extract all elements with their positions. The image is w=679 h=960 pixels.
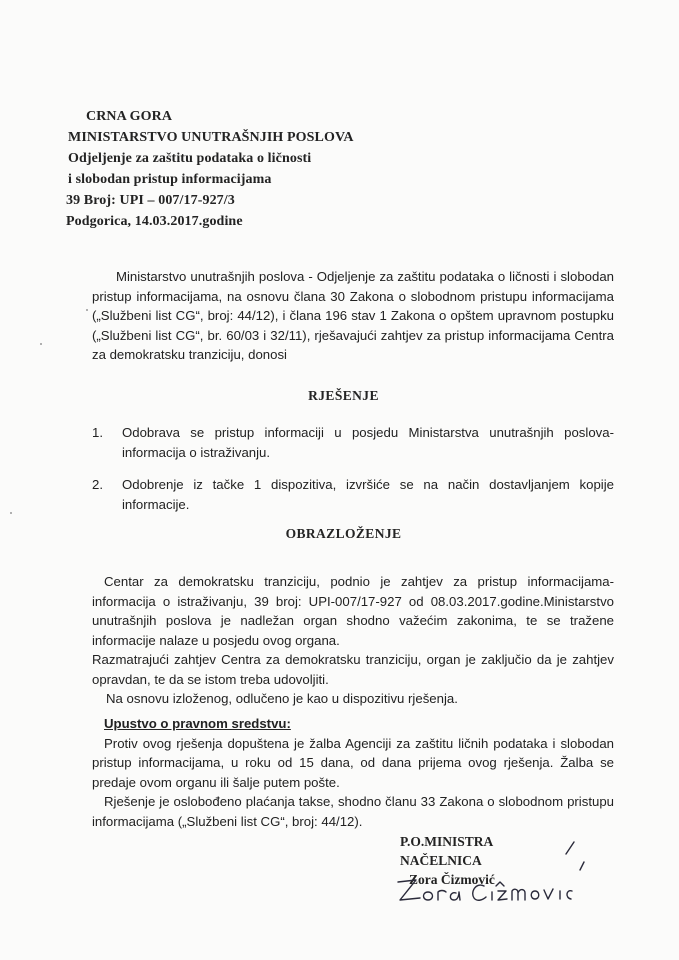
signatory-title: P.O.MINISTRA xyxy=(400,834,494,849)
scan-speck xyxy=(10,512,12,514)
legal-remedy-paragraph: Protiv ovog rješenja dopuštena je žalba Agenciji za zaštitu ličnih podataka i slobodan pristup informacijama, u roku od 15 dana, od dana prijema ovog rješenja. Žalba se predaje ovom organu ili šalje putem pošte. xyxy=(92,735,614,790)
signatory-name: Zora Čizmović xyxy=(409,872,495,887)
scan-speck xyxy=(86,309,88,311)
document-header xyxy=(66,106,354,232)
legal-remedy-paragraph: Rješenje je oslobođeno plaćanja takse, shodno članu 33 Zakona o slobodnom pristupu informacijama („Službeni list CG“, broj: 44/12). xyxy=(92,794,614,829)
decision-item xyxy=(92,423,614,462)
item-text: Odobrava se pristup informaciji u posjedu Ministarstva unutrašnjih poslova-informacija o istraživanju. xyxy=(122,425,614,460)
reasoning-paragraph: Centar za demokratsku tranziciju, podnio je zahtjev za pristup informacijama-informacija o istraživanju, 39 broj: UPI-007/17-927 od 08.03.2017.godine.Ministarstvo unutrašnjih poslova je nadležan organ shodno važećim zakonima, te se tražene informacije nalaze u posjedu ovog organa. xyxy=(92,574,614,648)
item-text: Odobrenje iz tačke 1 dispozitiva, izvršiće se na način dostavljanjem kopije informacije. xyxy=(122,477,614,512)
legal-remedy-section xyxy=(92,714,614,831)
scan-speck xyxy=(40,343,42,345)
legal-remedy-title: Upustvo o pravnom sredstvu: xyxy=(104,716,291,731)
reasoning-paragraph: Razmatrajući zahtjev Centra za demokratsku tranziciju, organ je zaključio da je zahtjev opravdan, te da se istom treba udovoljiti. xyxy=(92,652,614,687)
reasoning-section xyxy=(92,572,614,709)
document-number: 39 Broj: UPI – 007/17-927/3 xyxy=(66,193,235,208)
reasoning-heading: OBRAZLOŽENJE xyxy=(285,526,402,541)
handwritten-signature xyxy=(380,840,600,910)
department-name-line1: Odjeljenje za zaštitu podataka o ličnosti xyxy=(68,151,312,166)
country-name: CRNA GORA xyxy=(86,109,173,124)
ministry-name: MINISTARSTVO UNUTRAŠNJIH POSLOVA xyxy=(68,130,354,145)
signatory-role: NAČELNICA xyxy=(400,853,482,868)
department-name-line2: i slobodan pristup informacijama xyxy=(68,172,272,187)
decision-heading: RJEŠENJE xyxy=(308,388,379,403)
item-number: 1. xyxy=(92,425,103,440)
document-place-date: Podgorica, 14.03.2017.godine xyxy=(66,214,243,229)
intro-paragraph: Ministarstvo unutrašnjih poslova - Odjeljenje za zaštitu podataka o ličnosti i slobodan pristup informacijama, na osnovu člana 30 Zakona o slobodnom pristupu informacijama („Službeni list CG“, broj: 44/12), i člana 196 stav 1 Zakona o opštem upravnom postupku („Službeni list CG“, br. 60/03 i 32/11), rješavajući zahtjev za pristup informacijama Centra za demokratsku tranziciju, donosi xyxy=(92,269,614,362)
reasoning-paragraph: Na osnovu izloženog, odlučeno je kao u dispozitivu rješenja. xyxy=(106,691,458,706)
decision-item xyxy=(92,475,614,514)
item-number: 2. xyxy=(92,477,103,492)
